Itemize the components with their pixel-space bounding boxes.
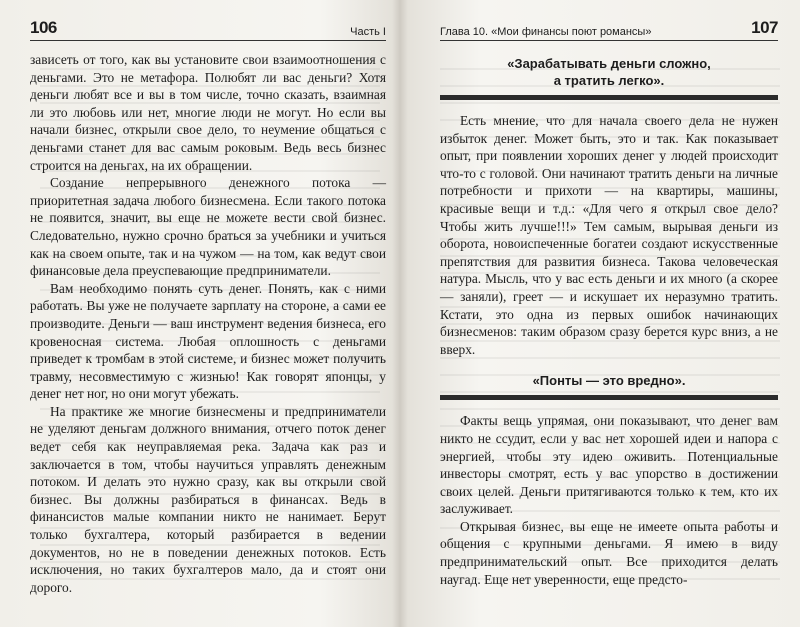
paragraph: зависеть от того, как вы установите свои взаимоотношения с деньгами. Это не метафора. Полюбят ли вас деньги? Хотя деньги любят все и вы в том числе, точно сказать, взаимная ли это любовь или нет, многие люди не могут. Но если вы начали бизнес, открыли свое дело, то неумение общаться с деньгами станет для вас самым роковым. Ведь весь бизнес строится на деньгах, на их обращении.: [30, 52, 386, 173]
paragraph: Создание непрерывного денежного потока — приоритетная задача любого бизнесмена. Если такого потока не появится, значит, вы еще не можете вести свой бизнес. Следовательно, нужно срочно браться за учебники и учиться как на своем опыте, так и на чужом — на том, как ведут свои финансовые дела преуспевающие предприниматели.: [30, 175, 386, 279]
section-heading-line: «Зарабатывать деньги сложно,: [507, 56, 711, 71]
left-body-text: [30, 51, 386, 596]
section-heading-line: «Понты — это вредно».: [532, 373, 686, 389]
running-head-right: Глава 10. «Мои финансы поют романсы»: [440, 26, 652, 38]
page-number-left: 106: [30, 18, 57, 37]
paragraph: Вам необходимо понять суть денег. Понять, как с ними работать. Вы уже не получаете зарплату на стороне, а сами ее производите. Деньги — ваш инструмент ведения бизнеса, его кровеносная система. Любая оплошность с деньгами приведет к тромбам в этой системе, и бизнес может получить травму, несовместимую с жизнью! Как говорят японцы, у денег нет ног, но они могут убежать.: [30, 280, 386, 402]
paragraph: Есть мнение, что для начала своего дела не нужен избыток денег. Может быть, это и так. Как показывает опыт, при появлении хороших денег у людей происходит что-то с головой. Они начинают тратить деньги на личные потребности и прихоти — на квартиры, машины, красивые вещи и т.д.: «Для чего я открыл свое дело? Чтобы жить лучше!!!» Тем самым, вырывая деньги из оборота, новоиспеченные богатеи создают искусственные препятствия для развития бизнеса. Такова человеческая натура. Мысль, что у вас есть деньги и их много (а скорее — заняли), греет — и искушает их неразумно тратить. Кстати, это одна из первых ошибок начинающих бизнесменов: таким образом сразу берется курс вниз, а не вверх.: [440, 113, 778, 357]
left-page-header: [30, 18, 386, 41]
running-head-left: Часть I: [350, 26, 386, 38]
section-heading-1: [440, 51, 778, 100]
paragraph: Открывая бизнес, вы еще не имеете опыта работы и общения с крупными деньгами. Я имею в виду предпринимательский опыт. Все приходится делать наугад. Еще нет уверенности, еще предсто-: [440, 518, 778, 587]
right-page-header: [440, 18, 778, 41]
paragraph: На практике же многие бизнесмены и предприниматели не уделяют деньгам должного внимания, отчего поток денег ведет себя как неуправляемая река. Задача как раз и заключается в том, чтобы научиться управлять денежным потоком. И делать это нужно сразу, как вы открыли свой бизнес. Вы должны разбираться в финансах. Ведь в финансистов малые компании никто не нанимает. Берут только бухгалтера, который разбирается в ведении документов, но не в поведении денежных потоков. Есть исключения, но таких бухгалтеров мало, да и стоят они дорого.: [30, 403, 386, 595]
section-heading-line: а тратить легко».: [553, 73, 665, 88]
section-heading-2: [440, 368, 778, 400]
right-body-text-2: [440, 412, 778, 588]
right-page: [400, 0, 800, 627]
right-body-text-1: [440, 112, 778, 358]
page-number-right: 107: [751, 18, 778, 37]
paragraph: Факты вещь упрямая, они показывают, что денег вам никто не ссудит, если у вас нет хорошей идеи и напора с энергией, чтобы эту идею оживить. Потенциальные инвесторы смотрят, есть у вас упорство в достижении своих целей. Деньги притягиваются только к тем, кто их заслуживает.: [440, 413, 778, 517]
